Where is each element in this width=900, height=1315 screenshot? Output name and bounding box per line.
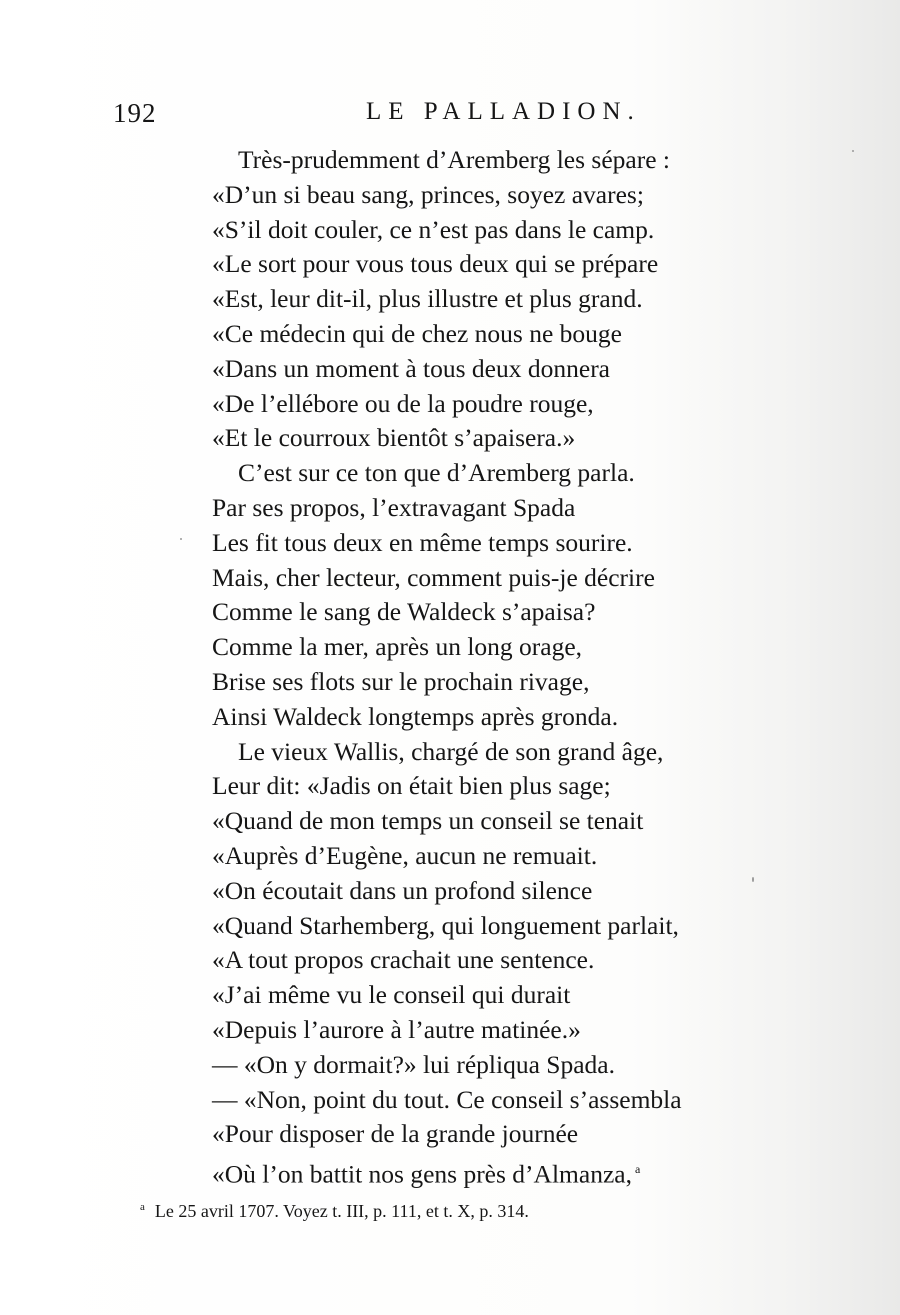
poem-line: [212, 909, 812, 944]
poem-line-text: «D’un si beau sang, princes, soyez avares;: [212, 179, 644, 209]
poem-line-text: «A tout propos crachait une sentence.: [212, 945, 595, 975]
poem-line: [212, 1083, 812, 1118]
poem-line: [212, 282, 812, 317]
poem-line: [212, 595, 812, 630]
poem-line: [212, 874, 812, 909]
poem-line: [212, 1048, 812, 1083]
page-speck: [752, 877, 754, 882]
poem-line: [212, 387, 812, 422]
poem-line: [212, 700, 812, 735]
poem-line-text: Leur dit: «Jadis on était bien plus sage;: [212, 771, 611, 801]
poem-line-text: Ainsi Waldeck longtemps après gronda.: [212, 701, 619, 731]
poem-line-text: Très-prudemment d’Aremberg les sépare :: [238, 145, 670, 174]
poem-line: [212, 352, 812, 387]
poem-line: [212, 804, 812, 839]
poem-line-text: «Le sort pour vous tous deux qui se prépare: [212, 249, 659, 279]
poem-line: [212, 943, 812, 978]
poem-line: [212, 317, 812, 352]
poem-line: [212, 1013, 812, 1048]
footnote-mark: a: [140, 1201, 145, 1213]
poem-line-text: — «On y dormait?» lui répliqua Spada.: [212, 1049, 615, 1079]
poem-line-text: Mais, cher lecteur, comment puis-je décrire: [212, 562, 655, 592]
poem-line-text: «Depuis l’aurore à l’autre matinée.»: [212, 1014, 581, 1044]
poem-line-text: «Et le courroux bientôt s’apaisera.»: [212, 423, 576, 453]
poem-text: [212, 143, 812, 1187]
poem-line-text: «On écoutait dans un profond silence: [212, 875, 593, 905]
page-speck: [852, 150, 854, 152]
poem-line: [212, 421, 812, 456]
poem-line-text: «Dans un moment à tous deux donnera: [212, 353, 611, 383]
poem-line-text: «Ce médecin qui de chez nous ne bouge: [212, 318, 622, 348]
poem-line: [212, 1117, 812, 1152]
poem-line-text: «De l’ellébore ou de la poudre rouge,: [212, 388, 594, 418]
running-title: LE PALLADION.: [366, 98, 641, 125]
poem-line-text: «J’ai même vu le conseil qui durait: [212, 980, 571, 1010]
poem-line-text: «Auprès d’Eugène, aucun ne remuait.: [212, 840, 598, 870]
poem-line-text: «Où l’on battit nos gens près d’Almanza,: [212, 1159, 632, 1189]
poem-line: [212, 526, 812, 561]
poem-line: [212, 213, 812, 248]
poem-line-text: Comme la mer, après un long orage,: [212, 632, 583, 662]
poem-line-text: «S’il doit couler, ce n’est pas dans le camp.: [212, 214, 655, 244]
poem-line-text: «Quand Starhemberg, qui longuement parlait,: [212, 910, 679, 940]
poem-line-text: Brise ses flots sur le prochain rivage,: [212, 666, 590, 696]
poem-line-text: «Est, leur dit-il, plus illustre et plus grand.: [212, 284, 643, 314]
poem-line-text: «Pour disposer de la grande journée: [212, 1119, 579, 1149]
footnote: [140, 1201, 529, 1222]
poem-line-text: «Quand de mon temps un conseil se tenait: [212, 806, 644, 836]
poem-line: [212, 839, 812, 874]
page-speck: [180, 538, 182, 540]
footnote-text: Le 25 avril 1707. Voyez t. III, p. 111, et t. X, p. 314.: [154, 1201, 529, 1221]
poem-line-text: Comme le sang de Waldeck s’apaisa?: [212, 597, 596, 627]
page-number: 192: [113, 98, 157, 128]
poem-line: [212, 143, 812, 178]
poem-line-text: — «Non, point du tout. Ce conseil s’assembla: [212, 1084, 682, 1114]
poem-line: [212, 561, 812, 596]
poem-line: [212, 769, 812, 804]
poem-line: [212, 665, 812, 700]
poem-line: [212, 630, 812, 665]
poem-line: [212, 735, 812, 770]
poem-line: [212, 178, 812, 213]
poem-line-text: Par ses propos, l’extravagant Spada: [212, 492, 576, 522]
poem-line-text: Les fit tous deux en même temps sourire.: [212, 527, 633, 557]
poem-line-text: C’est sur ce ton que d’Aremberg parla.: [238, 458, 635, 488]
poem-line: [212, 456, 812, 491]
poem-line: [212, 491, 812, 526]
poem-line: [212, 247, 812, 282]
poem-line: [212, 978, 812, 1013]
poem-line-text: Le vieux Wallis, chargé de son grand âge,: [238, 736, 664, 766]
poem-line: [212, 1152, 812, 1187]
footnote-reference: a: [634, 1162, 641, 1177]
